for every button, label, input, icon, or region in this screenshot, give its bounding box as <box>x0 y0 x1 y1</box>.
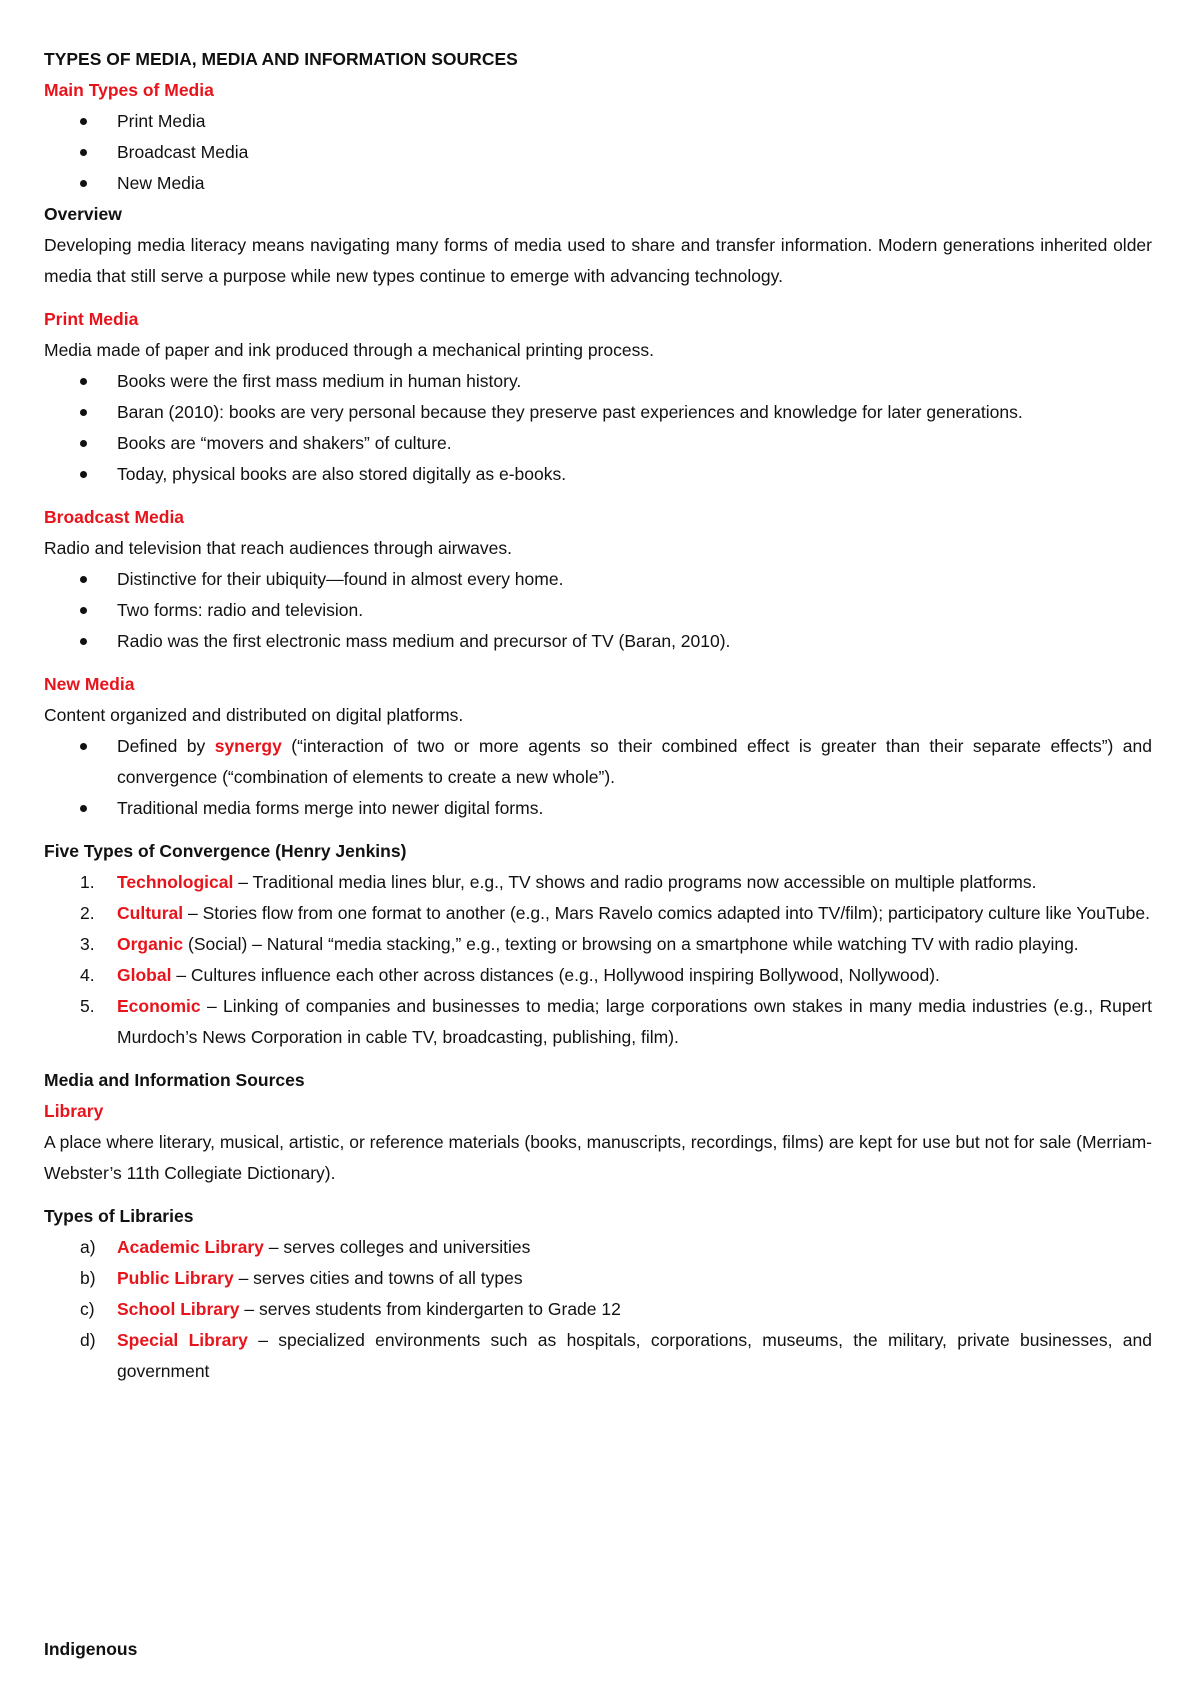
list-item: New Media <box>117 173 205 193</box>
new-media-list <box>44 731 1152 824</box>
list-number: 2. <box>80 903 95 923</box>
convergence-list <box>44 867 1152 1053</box>
document-title: TYPES OF MEDIA, MEDIA AND INFORMATION SOURCES <box>44 49 518 69</box>
overview-heading: Overview <box>44 204 122 224</box>
list-item: c) School Library – serves students from kindergarten to Grade 12 <box>44 1294 1152 1325</box>
footer-heading: Indigenous <box>44 1639 138 1659</box>
main-types-heading: Main Types of Media <box>44 80 214 100</box>
list-item: 2. Cultural – Stories flow from one format to another (e.g., Mars Ravelo comics adapted into TV/film); participatory culture like YouTube. <box>44 898 1152 929</box>
sources-heading: Media and Information Sources <box>44 1070 305 1090</box>
list-number: 1. <box>80 872 95 892</box>
broadcast-media-intro: Radio and television that reach audiences through airwaves. <box>44 538 512 558</box>
list-item: Radio was the first electronic mass medium and precursor of TV (Baran, 2010). <box>117 631 731 651</box>
library-types-heading: Types of Libraries <box>44 1206 194 1226</box>
list-item: d) Special Library – specialized environments such as hospitals, corporations, museums, the military, private businesses, and government <box>44 1325 1152 1387</box>
library-type-term: Public Library <box>117 1268 234 1288</box>
list-item: Defined by synergy (“interaction of two or more agents so their combined effect is greater than their separate effects”) and convergence (“combination of elements to create a new whole”). <box>117 736 1153 787</box>
list-item: Print Media <box>117 111 206 131</box>
convergence-heading: Five Types of Convergence (Henry Jenkins) <box>44 841 407 861</box>
list-number: 4. <box>80 965 95 985</box>
list-item: a) Academic Library – serves colleges and universities <box>44 1232 1152 1263</box>
print-media-list <box>44 366 1152 490</box>
list-item: Traditional media forms merge into newer digital forms. <box>117 798 544 818</box>
broadcast-media-list <box>44 564 1152 657</box>
print-media-intro: Media made of paper and ink produced through a mechanical printing process. <box>44 340 654 360</box>
main-types-list <box>44 106 1152 199</box>
list-letter: c) <box>80 1299 95 1319</box>
list-letter: d) <box>80 1330 96 1350</box>
library-heading: Library <box>44 1101 104 1121</box>
list-item: 1. Technological – Traditional media lines blur, e.g., TV shows and radio programs now accessible on multiple platforms. <box>44 867 1152 898</box>
list-letter: b) <box>80 1268 96 1288</box>
library-type-term: Academic Library <box>117 1237 264 1257</box>
list-item: b) Public Library – serves cities and towns of all types <box>44 1263 1152 1294</box>
synergy-term: synergy <box>214 736 282 756</box>
list-item: Books were the first mass medium in human history. <box>117 371 522 391</box>
list-item: Today, physical books are also stored digitally as e-books. <box>117 464 567 484</box>
library-type-term: Special Library <box>117 1330 248 1350</box>
broadcast-media-heading: Broadcast Media <box>44 507 185 527</box>
overview-text: Developing media literacy means navigating many forms of media used to share and transfer information. Modern generations inherited older media that still serve a purpose while new types continue to emerge with advancing technology. <box>44 235 1152 286</box>
list-item: Baran (2010): books are very personal because they preserve past experiences and knowledge for later generations. <box>117 402 1023 422</box>
convergence-term: Organic <box>117 934 184 954</box>
library-type-term: School Library <box>117 1299 240 1319</box>
print-media-heading: Print Media <box>44 309 139 329</box>
list-item: 3. Organic (Social) – Natural “media stacking,” e.g., texting or browsing on a smartphone while watching TV with radio playing. <box>44 929 1152 960</box>
list-number: 5. <box>80 996 95 1016</box>
library-definition: A place where literary, musical, artistic, or reference materials (books, manuscripts, recordings, films) are kept for use but not for sale (Merriam-Webster’s 11th Collegiate Dictionary). <box>44 1132 1152 1183</box>
list-item: Distinctive for their ubiquity—found in almost every home. <box>117 569 564 589</box>
convergence-term: Economic <box>117 996 201 1016</box>
convergence-term: Cultural <box>117 903 184 923</box>
new-media-heading: New Media <box>44 674 135 694</box>
list-item: Books are “movers and shakers” of culture. <box>117 433 452 453</box>
list-item: 4. Global – Cultures influence each other across distances (e.g., Hollywood inspiring Bollywood, Nollywood). <box>44 960 1152 991</box>
list-item: 5. Economic – Linking of companies and businesses to media; large corporations own stakes in many media industries (e.g., Rupert Murdoch’s News Corporation in cable TV, broadcasting, publishing, film). <box>44 991 1152 1053</box>
list-item: Two forms: radio and television. <box>117 600 364 620</box>
document-body <box>44 44 1152 1387</box>
list-letter: a) <box>80 1237 96 1257</box>
list-number: 3. <box>80 934 95 954</box>
convergence-term: Global <box>117 965 172 985</box>
list-item: Broadcast Media <box>117 142 249 162</box>
convergence-term: Technological <box>117 872 234 892</box>
new-media-intro: Content organized and distributed on digital platforms. <box>44 705 464 725</box>
library-types-list <box>44 1232 1152 1387</box>
